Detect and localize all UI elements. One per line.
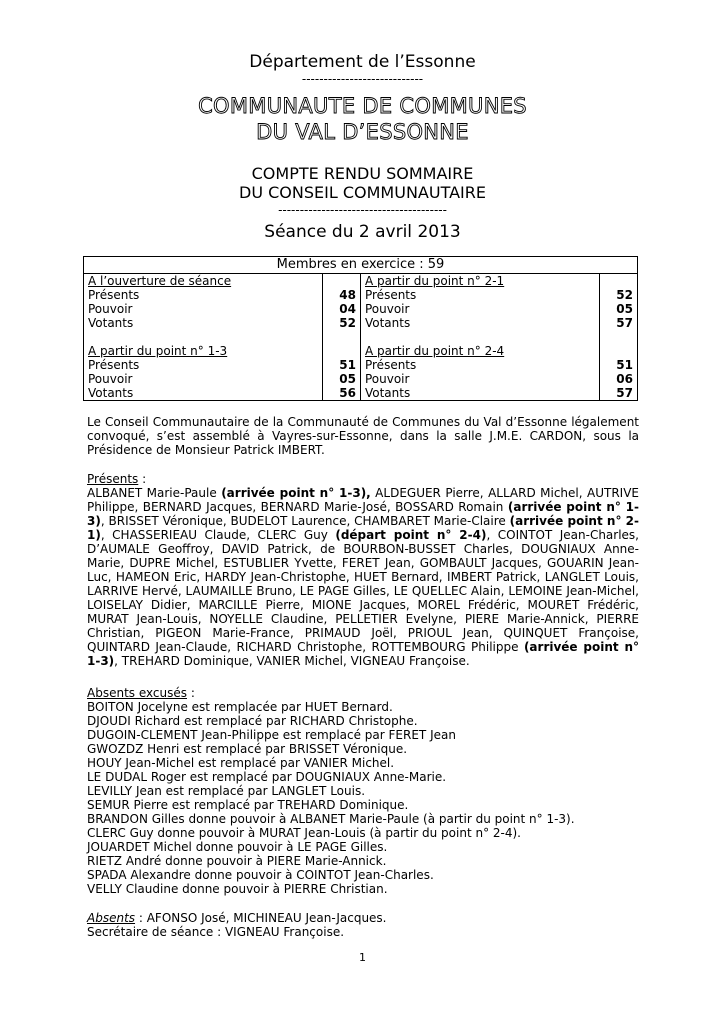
block-heading: A partir du point n° 1-3 <box>88 344 228 358</box>
presents-section <box>87 472 639 668</box>
count-value: 52 <box>339 316 356 330</box>
arrival-note: (arrivée point n° 1-3), <box>221 486 371 500</box>
presents-colon: : <box>138 472 147 486</box>
absents-excuses-section <box>87 686 639 896</box>
row-label: Votants <box>364 316 411 330</box>
arrival-note: (arrivée point n° 1-3) <box>87 640 639 668</box>
presents-label: Présents <box>87 472 139 486</box>
row-label: Votants <box>88 316 134 330</box>
department-heading: Département de l’Essonne <box>249 52 476 72</box>
arrival-note: (arrivée point n° 1-3) <box>87 500 639 528</box>
absent-entry: GWOZDZ Henri est remplacé par BRISSET Véronique. <box>87 742 408 756</box>
absent-entry: HOUY Jean-Michel est remplacé par VANIER Michel. <box>87 756 395 770</box>
members-title: Membres en exercice : 59 <box>84 257 638 274</box>
absent-entry: RIETZ André donne pouvoir à PIERE Marie-Annick. <box>87 854 387 868</box>
row-label: Pouvoir <box>88 302 133 316</box>
report-title-line-1: COMPTE RENDU SOMMAIRE <box>251 164 474 183</box>
absent-entry: VELLY Claudine donne pouvoir à PIERRE Christian. <box>87 882 388 896</box>
member-names: , CHASSERIEAU Claude, CLERC Guy <box>100 528 336 542</box>
block-heading: A partir du point n° 2-4 <box>364 344 505 358</box>
member-names: , BRISSET Véronique, BUDELOT Laurence, CHAMBARET Marie-Claire <box>100 514 510 528</box>
count-value: 51 <box>616 358 633 372</box>
member-names: ALBANET Marie-Paule <box>87 486 222 500</box>
count-value: 05 <box>616 302 633 316</box>
row-label: Présents <box>88 288 140 302</box>
member-names: , TREHARD Dominique, VANIER Michel, VIGNEAU Françoise. <box>114 654 470 668</box>
arrival-note: (arrivée point n° 2-1) <box>87 514 639 542</box>
absents-names: : AFONSO José, MICHINEAU Jean-Jacques. <box>135 911 387 925</box>
count-value: 04 <box>339 302 356 316</box>
row-label: Pouvoir <box>364 302 410 316</box>
absent-entry: LE DUDAL Roger est remplacé par DOUGNIAUX Anne-Marie. <box>87 770 447 784</box>
arrival-note: (départ point n° 2-4) <box>335 528 487 542</box>
count-value: 48 <box>339 288 356 302</box>
count-value: 57 <box>616 386 633 400</box>
separator-line: ---------------------------- <box>301 72 424 86</box>
report-title-line-2: DU CONSEIL COMMUNAUTAIRE <box>239 183 486 202</box>
intro-paragraph: Le Conseil Communautaire de la Communauté de Communes du Val d’Essonne légalement convoqué, s’est assemblé à Vayres-sur-Essonne, dans la salle J.M.E. CARDON, sous la Présidence de Monsieur Patrick IMBERT. <box>87 415 639 457</box>
count-value: 56 <box>339 386 356 400</box>
row-label: Pouvoir <box>364 372 410 386</box>
absents-section <box>87 911 639 939</box>
presents-list <box>87 486 639 668</box>
row-label: Présents <box>364 358 417 372</box>
row-label: Présents <box>88 358 140 372</box>
absents-excuses-label: Absents excusés <box>87 686 187 700</box>
report-title <box>0 164 725 202</box>
absent-entry: BOITON Jocelyne est remplacée par HUET Bernard. <box>87 700 393 714</box>
block-heading: A l’ouverture de séance <box>88 274 232 288</box>
row-label: Votants <box>364 386 411 400</box>
absents-excuses-colon: : <box>187 686 195 700</box>
secretary-line: Secrétaire de séance : VIGNEAU Françoise. <box>87 925 345 939</box>
absents-excuses-list <box>87 700 639 896</box>
count-value: 06 <box>616 372 633 386</box>
community-title-line-2: DU VAL D’ESSONNE <box>256 120 469 144</box>
member-names: , COINTOT Jean-Charles, D’AUMALE Geoffroy, DAVID Patrick, de BOURBON-BUSSET Charles, DOUGNIAUX Anne-Marie, DUPRE Michel, ESTUBLIER Yvette, FERET Jean, GOMBAULT Jacques, GOUARIN Jean-Luc, HAMEON Eric, HARDY Jean-Christophe, HUET Bernard, IMBERT Patrick, LANGLET Louis, LARRIVE Hervé, LAUMAILLE Bruno, LE PAGE Gilles, LE QUELLEC Alain, LEMOINE Jean-Michel, LOISELAY Didier, MARCILLE Pierre, MIONE Jacques, MOREL Frédéric, MOURET Frédéric, MURAT Jean-Louis, NOYELLE Claudine, PELLETIER Evelyne, PIERE Marie-Annick, PIERRE Christian, PIGEON Marie-France, PRIMAUD Joël, PRIOUL Jean, QUINQUET Françoise, QUINTARD Jean-Claude, RICHARD Christophe, ROTTEMBOURG Philippe <box>87 528 639 654</box>
members-table <box>83 256 638 401</box>
community-title-line-1: COMMUNAUTE DE COMMUNES <box>198 94 527 118</box>
absent-entry: DUGOIN-CLEMENT Jean-Philippe est remplacé par FERET Jean <box>87 728 456 742</box>
community-title <box>0 93 725 145</box>
session-date: Séance du 2 avril 2013 <box>264 222 461 242</box>
count-value: 52 <box>616 288 633 302</box>
row-label: Présents <box>364 288 417 302</box>
count-value: 57 <box>616 316 633 330</box>
count-value: 05 <box>339 372 356 386</box>
absents-label: Absents <box>87 911 136 925</box>
member-names: ALDEGUER Pierre, ALLARD Michel, AUTRIVE Philippe, BERNARD Jacques, BERNARD Marie-José, BOSSARD Romain <box>87 486 640 514</box>
row-label: Votants <box>88 386 134 400</box>
absent-entry: LEVILLY Jean est remplacé par LANGLET Louis. <box>87 784 366 798</box>
count-value: 51 <box>339 358 356 372</box>
page-number: 1 <box>359 951 366 964</box>
absent-entry: JOUARDET Michel donne pouvoir à LE PAGE Gilles. <box>87 840 388 854</box>
absent-entry: BRANDON Gilles donne pouvoir à ALBANET Marie-Paule (à partir du point n° 1-3). <box>87 812 575 826</box>
block-heading: A partir du point n° 2-1 <box>364 274 505 288</box>
absent-entry: CLERC Guy donne pouvoir à MURAT Jean-Louis (à partir du point n° 2-4). <box>87 826 521 840</box>
absent-entry: SPADA Alexandre donne pouvoir à COINTOT Jean-Charles. <box>87 868 434 882</box>
absent-entry: SEMUR Pierre est remplacé par TREHARD Dominique. <box>87 798 409 812</box>
absent-entry: DJOUDI Richard est remplacé par RICHARD Christophe. <box>87 714 418 728</box>
row-label: Pouvoir <box>88 372 133 386</box>
separator-line-2: --------------------------------------- <box>278 203 447 217</box>
